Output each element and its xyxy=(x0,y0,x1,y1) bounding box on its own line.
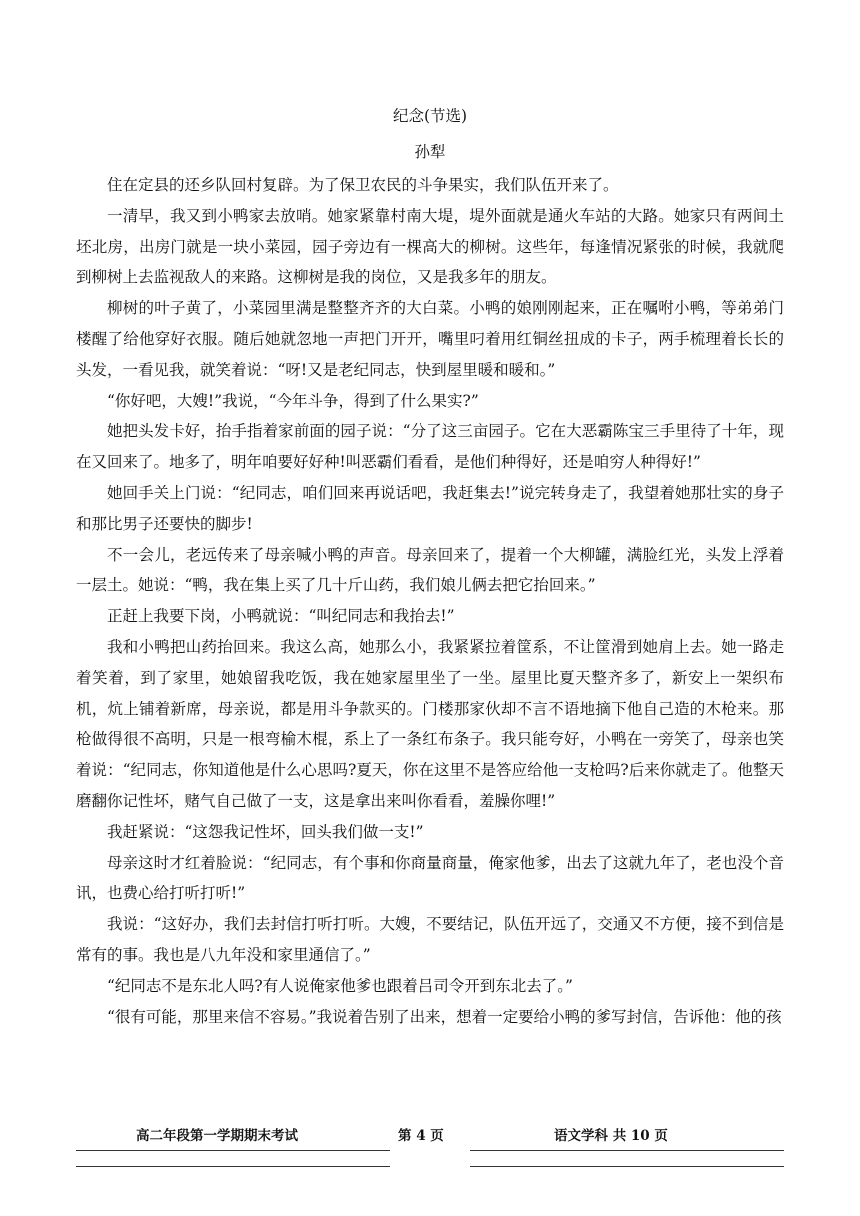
paragraph: 一清早，我又到小鸭家去放哨。她家紧靠村南大堤，堤外面就是通火车站的大路。她家只有两间土坯北房，出房门就是一块小菜园，园子旁边有一棵高大的柳树。这些年，每逢情况紧张的时候，我就爬到柳树上去监视敌人的来路。这柳树是我的岗位，又是我多年的朋友。 xyxy=(76,206,784,287)
footer-rule xyxy=(470,1166,784,1167)
footer-exam-name: 高二年段第一学期期末考试 xyxy=(136,1128,298,1144)
paragraph: “纪同志不是东北人吗?有人说俺家他爹也跟着吕司令开到东北去了。” xyxy=(107,976,573,995)
footer-rule xyxy=(76,1166,390,1167)
paragraph: 我赶紧说：“这怨我记性坏，回头我们做一支!” xyxy=(107,822,424,841)
paragraph: 柳树的叶子黄了，小菜园里满是整整齐齐的大白菜。小鸭的娘刚刚起来，正在嘱咐小鸭，等弟弟门楼醒了给他穿好衣服。随后她就忽地一声把门开开，嘴里叼着用红铜丝扭成的卡子，两手梳理着长长的头发，一看见我，就笑着说：“呀!又是老纪同志，快到屋里暖和暖和。” xyxy=(76,299,784,379)
paragraph: 她把头发卡好，抬手指着家前面的园子说：“分了这三亩园子。它在大恶霸陈宝三手里待了十年，现在又回来了。地多了，明年咱要好好种!叫恶霸们看看，是他们种得好，还是咱穷人种得好!” xyxy=(76,422,784,472)
paragraph: 母亲这时才红着脸说：“纪同志，有个事和你商量商量，俺家他爹，出去了这就九年了，老也没个音讯，也费心给打听打听!” xyxy=(76,853,784,903)
footer-page-number: 第 4 页 xyxy=(398,1128,444,1144)
article-body xyxy=(76,170,784,1032)
paragraph: “很有可能，那里来信不容易。”我说着告别了出来，想着一定要给小鸭的爹写封信，告诉他：他的孩 xyxy=(107,1007,782,1026)
article-title: 纪念(节选) xyxy=(392,107,468,125)
paragraph: 我和小鸭把山药抬回来。我这么高，她那么小，我紧紧拉着筐系，不让筐滑到她肩上去。她一路走着笑着，到了家里，她娘留我吃饭，我在她家屋里坐了一坐。屋里比夏天整齐多了，新安上一架织布机，炕上铺着新席，母亲说，都是用斗争款买的。门楼那家伙却不言不语地摘下他自己造的木枪来。那枪做得很不高明，只是一根弯榆木棍，系上了一条红布条子。我只能夸好，小鸭在一旁笑了，母亲也笑着说：“纪同志，你知道他是什么心思吗?夏天，你在这里不是答应给他一支枪吗?后来你就走了。他整天磨翻你记性坏，赌气自己做了一支，这是拿出来叫你看看，羞臊你哩!” xyxy=(76,637,784,810)
article-author: 孙犁 xyxy=(414,143,446,161)
paragraph: 她回手关上门说：“纪同志，咱们回来再说话吧，我赶集去!”说完转身走了，我望着她那壮实的身子和那比男子还要快的脚步! xyxy=(76,483,784,533)
paragraph: 住在定县的还乡队回村复辟。为了保卫农民的斗争果实，我们队伍开来了。 xyxy=(107,176,619,194)
footer-rule xyxy=(470,1150,784,1151)
paragraph: 正赶上我要下岗，小鸭就说：“叫纪同志和我抬去!” xyxy=(107,607,455,626)
paragraph: 不一会儿，老远传来了母亲喊小鸭的声音。母亲回来了，提着一个大柳罐，满脸红光，头发上浮着一层土。她说：“鸭，我在集上买了几十斤山药，我们娘儿俩去把它抬回来。” xyxy=(76,545,784,595)
footer-rule xyxy=(76,1150,390,1151)
footer-subject: 语文学科 共 10 页 xyxy=(554,1128,668,1144)
paragraph: 我说：“这好办，我们去封信打听打听。大嫂，不要结记，队伍开远了，交通又不方便，接不到信是常有的事。我也是八九年没和家里通信了。” xyxy=(76,915,784,964)
paragraph: “你好吧，大嫂!”我说，“今年斗争，得到了什么果实?” xyxy=(107,391,479,410)
page-footer xyxy=(76,1126,784,1176)
